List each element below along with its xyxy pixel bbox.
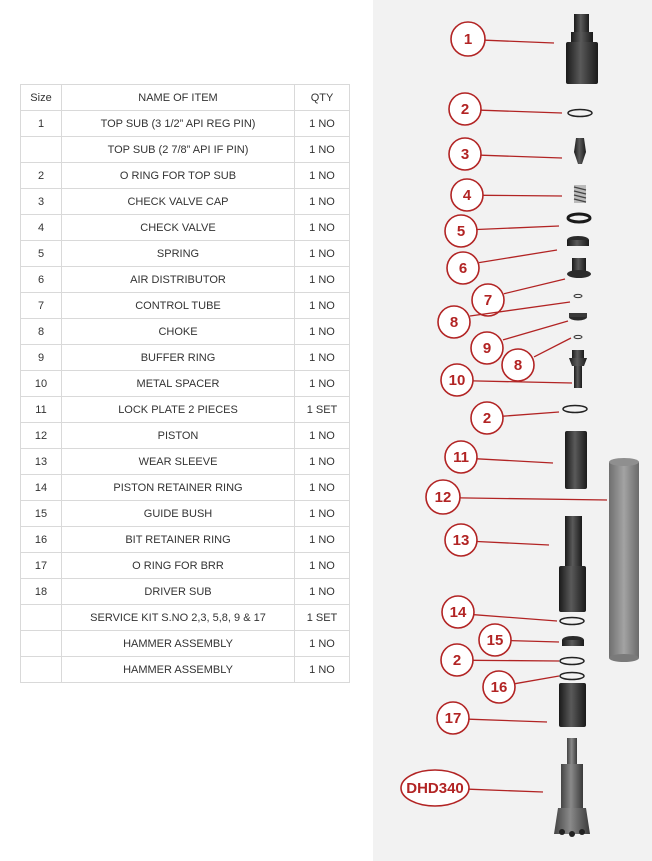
qty-cell: 1 NO bbox=[295, 579, 350, 605]
qty-cell: 1 NO bbox=[295, 111, 350, 137]
name-cell: TOP SUB (3 1/2” API REG PIN) bbox=[62, 111, 295, 137]
table-row bbox=[21, 657, 350, 683]
table-row bbox=[21, 423, 350, 449]
size-cell: 8 bbox=[21, 319, 62, 345]
table-row bbox=[21, 111, 350, 137]
leader-line bbox=[473, 660, 559, 661]
qty-cell: 1 NO bbox=[295, 137, 350, 163]
qty-cell: 1 NO bbox=[295, 527, 350, 553]
callout-label: 16 bbox=[490, 679, 508, 696]
table-row bbox=[21, 319, 350, 345]
callout-label: 3 bbox=[460, 146, 470, 163]
table-row bbox=[21, 267, 350, 293]
size-cell bbox=[21, 631, 62, 657]
callout-15 bbox=[479, 624, 559, 656]
callout-2 bbox=[471, 402, 559, 434]
qty-cell: 1 NO bbox=[295, 267, 350, 293]
name-cell: LOCK PLATE 2 PIECES bbox=[62, 397, 295, 423]
qty-cell: 1 NO bbox=[295, 423, 350, 449]
leader-line bbox=[473, 381, 572, 383]
leader-line bbox=[504, 279, 565, 294]
name-cell: PISTON bbox=[62, 423, 295, 449]
part-control-tube bbox=[567, 258, 591, 278]
table-row bbox=[21, 553, 350, 579]
table-row bbox=[21, 293, 350, 319]
leader-line bbox=[477, 226, 559, 230]
callout-6 bbox=[447, 250, 557, 284]
size-cell: 17 bbox=[21, 553, 62, 579]
leader-line bbox=[469, 719, 547, 722]
table-row bbox=[21, 345, 350, 371]
leader-line bbox=[515, 676, 559, 684]
table-row bbox=[21, 397, 350, 423]
part-check-valve-cap bbox=[574, 138, 586, 164]
size-cell: 3 bbox=[21, 189, 62, 215]
callout-label: 2 bbox=[482, 410, 492, 427]
size-cell: 6 bbox=[21, 267, 62, 293]
size-cell: 13 bbox=[21, 449, 62, 475]
name-cell: SPRING bbox=[62, 241, 295, 267]
part-check-valve bbox=[568, 214, 590, 222]
name-cell: TOP SUB (2 7/8” API IF PIN) bbox=[62, 137, 295, 163]
leader-line bbox=[479, 250, 557, 263]
callout-14 bbox=[442, 596, 557, 628]
qty-cell: 1 NO bbox=[295, 371, 350, 397]
leader-line bbox=[534, 338, 571, 357]
size-cell: 1 bbox=[21, 111, 62, 137]
leader-line bbox=[460, 498, 607, 500]
name-cell: O RING FOR TOP SUB bbox=[62, 163, 295, 189]
name-cell: CHECK VALVE CAP bbox=[62, 189, 295, 215]
qty-cell: 1 NO bbox=[295, 553, 350, 579]
qty-cell: 1 SET bbox=[295, 605, 350, 631]
size-cell bbox=[21, 605, 62, 631]
part-top-sub bbox=[566, 14, 598, 84]
header-name-of-item: NAME OF ITEM bbox=[62, 85, 295, 111]
callout-label: 4 bbox=[462, 187, 472, 204]
leader-line bbox=[469, 789, 543, 792]
qty-cell: 1 NO bbox=[295, 293, 350, 319]
size-cell: 11 bbox=[21, 397, 62, 423]
part-driver-sub bbox=[559, 683, 586, 727]
diagram-canvas bbox=[373, 0, 652, 861]
size-cell: 10 bbox=[21, 371, 62, 397]
table-row bbox=[21, 241, 350, 267]
qty-cell: 1 NO bbox=[295, 241, 350, 267]
name-cell: CHOKE bbox=[62, 319, 295, 345]
qty-cell: 1 NO bbox=[295, 501, 350, 527]
callout-7 bbox=[472, 279, 565, 316]
name-cell: O RING FOR BRR bbox=[62, 553, 295, 579]
size-cell: 5 bbox=[21, 241, 62, 267]
part-wear-sleeve-tube bbox=[609, 458, 639, 662]
callout-16 bbox=[483, 671, 559, 703]
qty-cell: 1 NO bbox=[295, 631, 350, 657]
qty-cell: 1 NO bbox=[295, 163, 350, 189]
callout-8 bbox=[438, 302, 570, 338]
name-cell: HAMMER ASSEMBLY bbox=[62, 631, 295, 657]
callout-label: 5 bbox=[456, 223, 466, 240]
header-size: Size bbox=[21, 85, 62, 111]
qty-cell: 1 NO bbox=[295, 215, 350, 241]
leader-line bbox=[481, 155, 562, 158]
name-cell: METAL SPACER bbox=[62, 371, 295, 397]
callout-label: 11 bbox=[453, 449, 469, 466]
callout-label: 6 bbox=[458, 260, 468, 277]
table-row bbox=[21, 189, 350, 215]
size-cell: 14 bbox=[21, 475, 62, 501]
leader-line bbox=[503, 412, 559, 416]
callout-dhd340 bbox=[401, 770, 543, 806]
callout-label: 9 bbox=[482, 340, 492, 357]
callout-label: 8 bbox=[513, 357, 523, 374]
callout-4 bbox=[451, 179, 562, 211]
table-row bbox=[21, 449, 350, 475]
callout-label: 8 bbox=[449, 314, 459, 331]
callout-label: 14 bbox=[449, 604, 467, 621]
leader-line bbox=[503, 321, 568, 340]
table-row bbox=[21, 163, 350, 189]
table-row bbox=[21, 527, 350, 553]
table-row bbox=[21, 501, 350, 527]
table-row bbox=[21, 631, 350, 657]
callout-13 bbox=[445, 524, 549, 556]
table-row bbox=[21, 475, 350, 501]
qty-cell: 1 SET bbox=[295, 397, 350, 423]
leader-line bbox=[483, 195, 562, 196]
table-header-row bbox=[21, 85, 350, 111]
callout-label: 10 bbox=[448, 372, 466, 389]
size-cell: 12 bbox=[21, 423, 62, 449]
size-cell: 4 bbox=[21, 215, 62, 241]
part-o-ring-2 bbox=[563, 406, 587, 413]
table-row bbox=[21, 605, 350, 631]
name-cell: BUFFER RING bbox=[62, 345, 295, 371]
callout-label: 2 bbox=[452, 652, 462, 669]
part-choke bbox=[574, 294, 582, 297]
part-piston bbox=[559, 516, 586, 612]
part-bit-retainer-ring bbox=[560, 673, 584, 680]
table-row bbox=[21, 579, 350, 605]
size-cell: 2 bbox=[21, 163, 62, 189]
part-guide-bush bbox=[562, 636, 584, 646]
callout-3 bbox=[449, 138, 562, 170]
callout-11 bbox=[445, 441, 553, 473]
name-cell: AIR DISTRIBUTOR bbox=[62, 267, 295, 293]
callout-label: DHD340 bbox=[406, 780, 464, 797]
leader-line bbox=[481, 110, 562, 113]
table-row bbox=[21, 371, 350, 397]
qty-cell: 1 NO bbox=[295, 657, 350, 683]
size-cell: 16 bbox=[21, 527, 62, 553]
size-cell: 18 bbox=[21, 579, 62, 605]
part-air-distributor bbox=[567, 236, 589, 246]
qty-cell: 1 NO bbox=[295, 345, 350, 371]
name-cell: BIT RETAINER RING bbox=[62, 527, 295, 553]
name-cell: WEAR SLEEVE bbox=[62, 449, 295, 475]
part-buffer-ring bbox=[569, 313, 587, 321]
part-lock-plate bbox=[565, 431, 587, 489]
size-cell: 9 bbox=[21, 345, 62, 371]
header-qty: QTY bbox=[295, 85, 350, 111]
leader-line bbox=[474, 615, 557, 621]
callout-2 bbox=[449, 93, 562, 125]
size-cell: 15 bbox=[21, 501, 62, 527]
name-cell: HAMMER ASSEMBLY bbox=[62, 657, 295, 683]
leader-line bbox=[477, 459, 553, 463]
qty-cell: 1 NO bbox=[295, 475, 350, 501]
qty-cell: 1 NO bbox=[295, 319, 350, 345]
size-cell bbox=[21, 657, 62, 683]
name-cell: CONTROL TUBE bbox=[62, 293, 295, 319]
callout-label: 7 bbox=[483, 292, 493, 309]
name-cell: SERVICE KIT S.NO 2,3, 5,8, 9 & 17 bbox=[62, 605, 295, 631]
leader-line bbox=[477, 542, 549, 546]
qty-cell: 1 NO bbox=[295, 189, 350, 215]
name-cell: GUIDE BUSH bbox=[62, 501, 295, 527]
callout-label: 15 bbox=[486, 632, 504, 649]
name-cell: CHECK VALVE bbox=[62, 215, 295, 241]
part-metal-spacer bbox=[569, 350, 587, 388]
name-cell: PISTON RETAINER RING bbox=[62, 475, 295, 501]
callout-label: 2 bbox=[460, 101, 470, 118]
part-o-ring-top-sub bbox=[568, 110, 592, 117]
part-choke-2 bbox=[574, 335, 582, 338]
callout-label: 17 bbox=[444, 710, 462, 727]
part-piston-retainer-ring bbox=[560, 618, 584, 625]
callout-1 bbox=[451, 22, 554, 56]
table-row bbox=[21, 137, 350, 163]
callout-8 bbox=[502, 338, 571, 381]
qty-cell: 1 NO bbox=[295, 449, 350, 475]
size-cell bbox=[21, 137, 62, 163]
leader-line bbox=[511, 641, 559, 642]
name-cell: DRIVER SUB bbox=[62, 579, 295, 605]
parts-table bbox=[20, 84, 350, 683]
callout-5 bbox=[445, 215, 559, 247]
table-row bbox=[21, 215, 350, 241]
part-o-ring-3 bbox=[560, 658, 584, 665]
callout-label: 12 bbox=[434, 489, 452, 506]
part-spring bbox=[574, 185, 586, 203]
callout-label: 13 bbox=[452, 532, 470, 549]
leader-line bbox=[485, 40, 554, 43]
exploded-parts-diagram bbox=[373, 0, 652, 861]
callout-label: 1 bbox=[463, 31, 473, 48]
callout-17 bbox=[437, 702, 547, 734]
size-cell: 7 bbox=[21, 293, 62, 319]
part-drill-bit bbox=[554, 738, 590, 837]
